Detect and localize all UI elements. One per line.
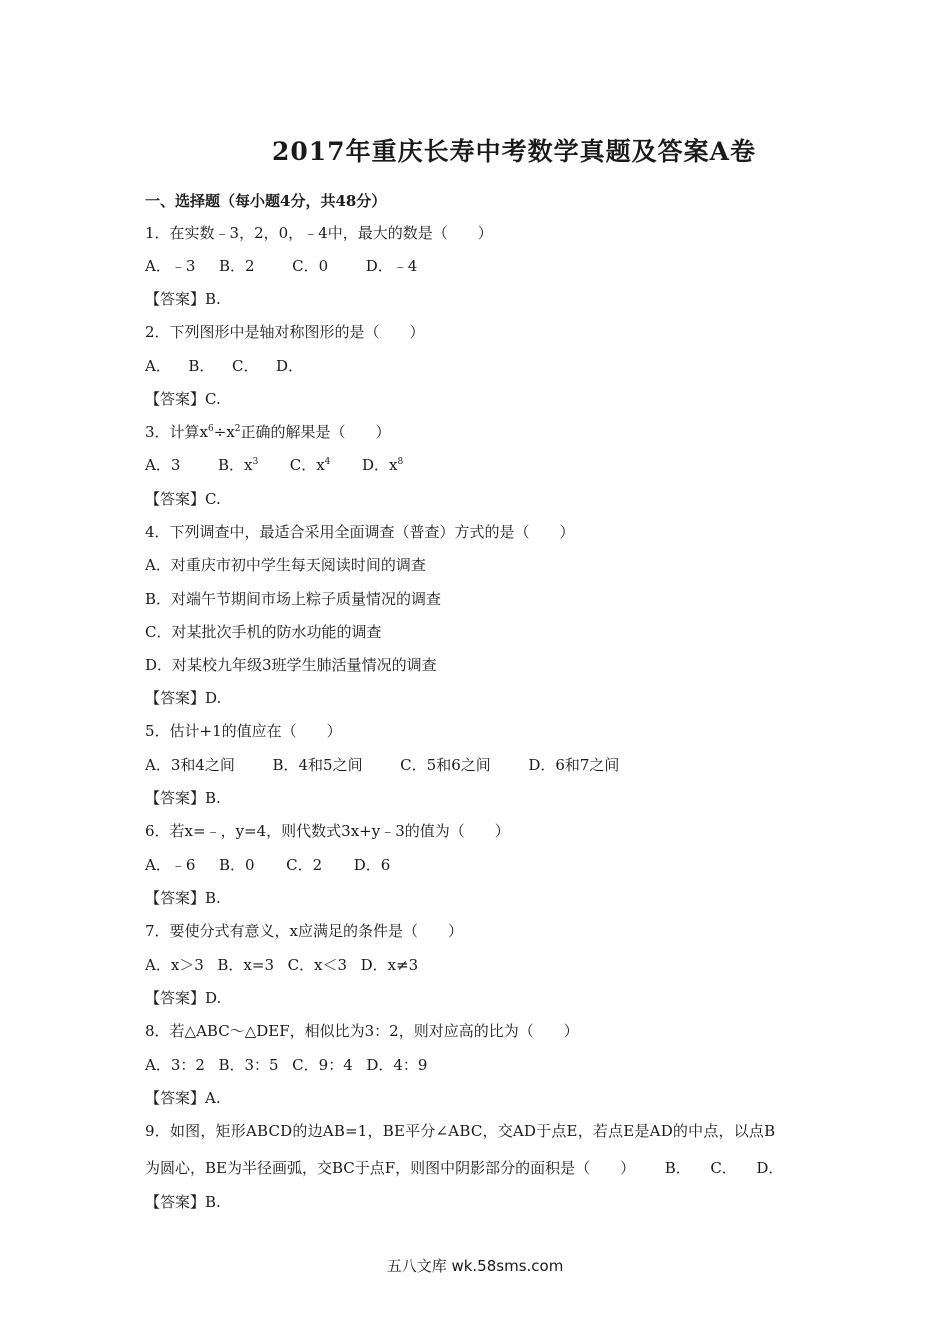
exponent-6: 6 [208,424,214,434]
title-text: 2017年重庆长寿中考数学真题及答案A卷 [272,137,756,166]
option-a: A．3和4之间 [145,756,235,774]
option-c-text: C．x [289,456,325,474]
question-2-stem: 2．下列图形中是轴对称图形的是（ ） [145,323,425,341]
question-4-option-a: A．对重庆市初中学生每天阅读时间的调查 [145,556,426,574]
option-b: B．0 [218,856,255,874]
exponent-2: 2 [234,424,241,434]
option-b [218,456,258,474]
option-b-exponent: 3 [252,457,259,467]
stem-line-2-text: 为圆心，BE为半径画弧，交BC于点F，则图中阴影部分的面积是（ ） [145,1159,636,1177]
option-d-exponent: 8 [397,457,404,467]
option-b: B． [188,357,215,375]
question-2-answer: 【答案】C. [145,390,221,408]
question-5-options [145,755,619,775]
option-a: A．x＞3 [145,956,204,974]
option-c: C． [232,357,259,375]
option-d [362,456,403,474]
section-header: 一、选择题（每小题4分，共48分） [145,192,387,210]
option-a: A．﹣3 [145,257,196,275]
question-4-option-c: C．对某批次手机的防水功能的调查 [145,623,382,641]
question-4-option-b: B．对端午节期间市场上粽子质量情况的调查 [145,590,442,608]
option-b: B．2 [218,257,255,275]
option-b-text: B．x [217,456,253,474]
question-9-answer: 【答案】B. [145,1193,221,1211]
option-a: A．3：2 [145,1056,205,1074]
option-d: D．4：9 [366,1056,428,1074]
option-b: B．4和5之间 [272,756,363,774]
option-d: D．6和7之间 [528,756,620,774]
option-c: C．5和6之间 [400,756,491,774]
option-b: B． [664,1159,691,1177]
question-3-answer: 【答案】C. [145,490,221,508]
option-c: C．0 [292,257,329,275]
question-1-answer: 【答案】B. [145,290,221,308]
option-d: D． [276,357,304,375]
question-6-options [145,855,390,875]
question-1-stem: 1．在实数﹣3，2，0，﹣4中，最大的数是（ ） [145,224,493,242]
question-6-stem: 6．若x=﹣，y=4，则代数式3x+y﹣3的值为（ ） [145,822,510,840]
question-5-stem: 5．估计+1的值应在（ ） [145,722,342,740]
question-4-stem: 4．下列调查中，最适合采用全面调查（普查）方式的是（ ） [145,523,575,541]
question-7-stem: 7．要使分式有意义，x应满足的条件是（ ） [145,922,464,940]
option-a: A．﹣6 [145,856,196,874]
option-d: D．6 [353,856,391,874]
question-8-answer: 【答案】A. [145,1089,221,1107]
option-d: D．x≠3 [360,956,419,974]
stem-suffix: 正确的解果是（ ） [240,423,391,441]
question-3-stem [145,422,391,442]
option-c: C．2 [286,856,323,874]
stem-mid: ÷x [213,423,235,441]
question-4-answer: 【答案】D. [145,689,222,707]
stem-prefix: 3．计算x [145,423,209,441]
option-c: C．x＜3 [287,956,348,974]
option-a: A． [145,357,171,375]
option-c: C．9：4 [292,1056,353,1074]
option-d-text: D．x [361,456,398,474]
option-c-exponent: 4 [324,457,331,467]
question-2-options [145,356,303,376]
question-1-options [145,256,417,276]
question-9-stem-line-2 [145,1158,783,1178]
option-d: D．﹣4 [365,257,418,275]
question-4-option-d: D．对某校九年级3班学生肺活量情况的调查 [145,656,437,674]
option-b: B．x=3 [217,956,275,974]
question-8-stem: 8．若△ABC～△DEF，相似比为3：2，则对应高的比为（ ） [145,1022,579,1040]
option-a: A．3 [145,456,181,474]
question-3-options [145,455,403,475]
option-d: D． [756,1159,784,1177]
question-9-stem-line-1: 9．如图，矩形ABCD的边AB=1，BE平分∠ABC，交AD于点E，若点E是AD的中点，以点B [145,1122,776,1140]
question-5-answer: 【答案】B. [145,789,221,807]
question-6-answer: 【答案】B. [145,889,221,907]
document-title [0,132,950,168]
question-8-options [145,1055,427,1075]
option-c: C． [710,1159,737,1177]
question-7-options [145,955,418,975]
question-7-answer: 【答案】D. [145,989,222,1007]
footer-watermark: 五八文库 wk.58sms.com [386,1257,564,1275]
option-b: B．3：5 [218,1056,279,1074]
option-c [290,456,331,474]
